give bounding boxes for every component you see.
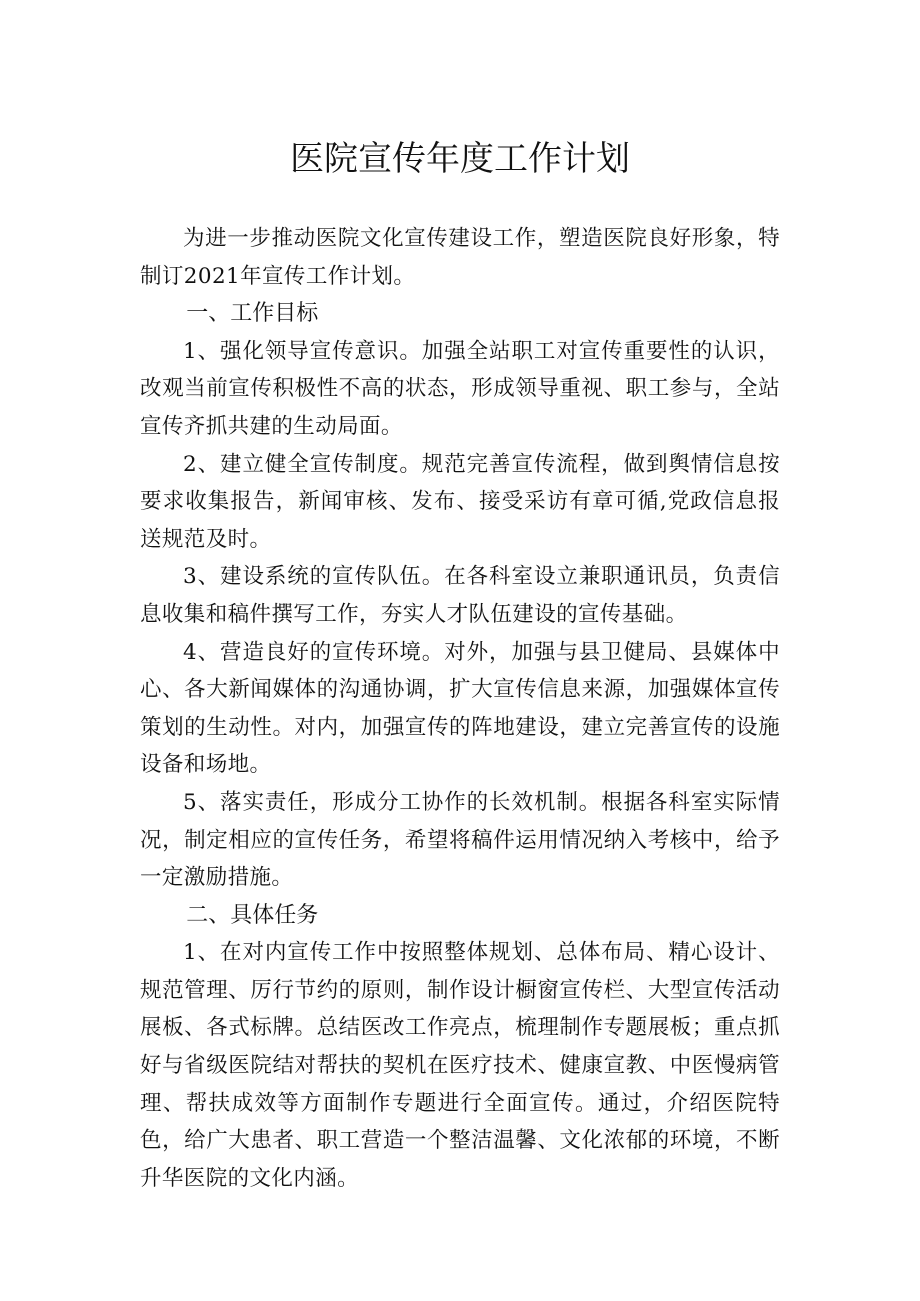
section-heading-tasks: 二、具体任务 bbox=[186, 902, 319, 928]
goal-item-4: 4、营造良好的宣传环境。对外，加强与县卫健局、县媒体中心、各大新闻媒体的沟通协调，扩大宣传信息来源，加强媒体宣传策划的生动性。对内，加强宣传的阵地建设，建立完善宣传的设施设备和场地。 bbox=[140, 639, 780, 778]
document-body bbox=[140, 220, 780, 1197]
goal-item-3: 3、建设系统的宣传队伍。在各科室设立兼职通讯员，负责信息收集和稿件撰写工作，夯实人才队伍建设的宣传基础。 bbox=[140, 564, 780, 627]
goal-item-2: 2、建立健全宣传制度。规范完善宣传流程，做到舆情信息按要求收集报告，新闻审核、发布、接受采访有章可循,党政信息报送规范及时。 bbox=[140, 451, 780, 552]
goal-item-1: 1、强化领导宣传意识。加强全站职工对宣传重要性的认识，改观当前宣传积极性不高的状态，形成领导重视、职工参与，全站宣传齐抓共建的生动局面。 bbox=[140, 338, 780, 439]
document-title: 医院宣传年度工作计划 bbox=[290, 139, 630, 179]
task-item-1: 1、在对内宣传工作中按照整体规划、总体布局、精心设计、规范管理、厉行节约的原则，制作设计橱窗宣传栏、大型宣传活动展板、各式标牌。总结医改工作亮点，梳理制作专题展板；重点抓好与省级医院结对帮扶的契机在医疗技术、健康宣教、中医慢病管理、帮扶成效等方面制作专题进行全面宣传。通过，介绍医院特色，给广大患者、职工营造一个整洁温馨、文化浓郁的环境，不断升华医院的文化内涵。 bbox=[140, 940, 780, 1191]
intro-paragraph: 为进一步推动医院文化宣传建设工作，塑造医院良好形象，特制订2021年宣传工作计划。 bbox=[140, 226, 780, 289]
section-heading-goals: 一、工作目标 bbox=[186, 301, 319, 327]
goal-item-5: 5、落实责任，形成分工协作的长效机制。根据各科室实际情况，制定相应的宣传任务，希望将稿件运用情况纳入考核中，给予一定激励措施。 bbox=[140, 789, 780, 891]
